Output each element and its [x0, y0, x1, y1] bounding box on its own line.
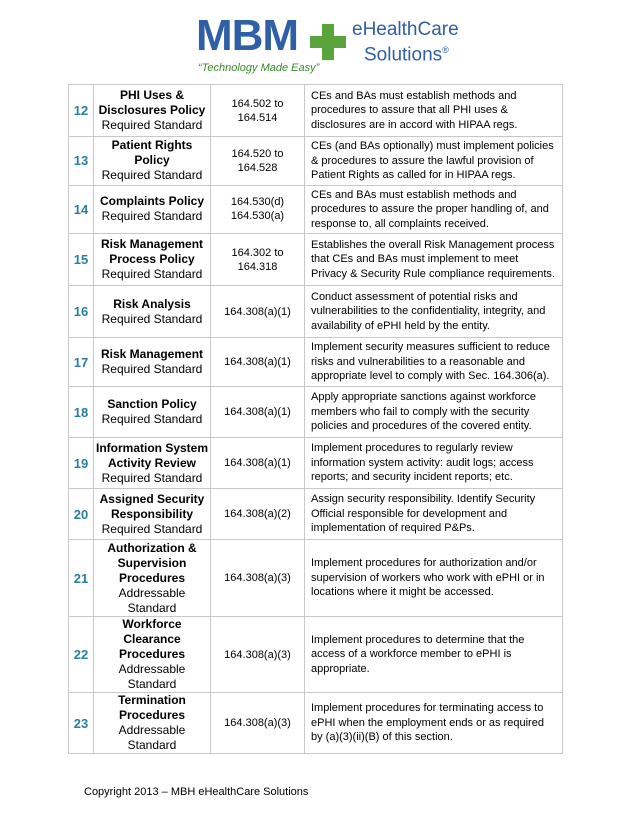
row-number: 18	[69, 387, 94, 438]
policy-standard: Required Standard	[101, 209, 203, 224]
policy-description: CEs and BAs must establish methods and procedures to assure that all PHI uses & disclosures are in accord with HIPAA regs.	[305, 85, 563, 137]
policy-title: Risk Analysis	[113, 296, 191, 311]
copyright-footer: Copyright 2013 – MBH eHealthCare Solutions	[84, 786, 309, 798]
policy-name-cell	[94, 137, 211, 186]
policy-standard: Required Standard	[101, 362, 203, 376]
policy-description: Apply appropriate sanctions against workforce members who fail to comply with the security policies and procedures of the covered entity.	[305, 387, 563, 438]
policy-name-cell	[94, 693, 211, 754]
tagline: “Technology Made Easy”	[198, 62, 320, 74]
row-number: 15	[69, 234, 94, 286]
policy-description: Establishes the overall Risk Management process that CEs and BAs must implement to meet Privacy & Security Rule compliance requirements.	[305, 234, 563, 286]
policy-title: Risk Management	[100, 347, 204, 361]
policy-description: CEs (and BAs optionally) must implement policies & procedures to assure the lawful provision of Patient Rights as called for in HIPAA regs.	[305, 137, 563, 186]
row-number: 16	[69, 286, 94, 338]
row-number: 19	[69, 438, 94, 489]
regulation-citation: 164.530(d) 164.530(a)	[211, 185, 305, 234]
row-number: 21	[69, 540, 94, 617]
policy-description: Implement procedures for terminating access to ePHI when the employment ends or as required by (a)(3)(ii)(B) of this section.	[305, 693, 563, 754]
policy-title: Termination Procedures	[118, 693, 186, 722]
policy-title: Authorization & Supervision Procedures	[107, 540, 197, 585]
policy-standard: Required Standard	[101, 118, 203, 132]
regulation-citation: 164.308(a)(3)	[211, 617, 305, 693]
policy-name-cell	[94, 387, 211, 438]
table-row	[69, 540, 563, 617]
policy-name-cell	[94, 540, 211, 617]
policy-title: Assigned Security Responsibility	[99, 491, 205, 521]
policy-standard: Required Standard	[101, 267, 203, 281]
row-number: 22	[69, 617, 94, 693]
table-row	[69, 617, 563, 693]
medical-cross-icon	[310, 24, 346, 60]
policy-name-cell	[94, 489, 211, 540]
policy-title: PHI Uses & Disclosures Policy	[98, 88, 206, 117]
regulation-citation: 164.308(a)(1)	[211, 338, 305, 387]
table-row	[69, 137, 563, 186]
policy-standard: Required Standard	[101, 168, 203, 183]
policy-standard: Required Standard	[101, 412, 203, 426]
regulation-citation: 164.308(a)(3)	[211, 540, 305, 617]
policy-name-cell	[94, 286, 211, 338]
regulation-citation: 164.520 to 164.528	[211, 137, 305, 186]
policy-name-cell	[94, 617, 211, 693]
row-number: 23	[69, 693, 94, 754]
policy-description: Implement procedures to determine that the access of a workforce member to ePHI is appropriate.	[305, 617, 563, 693]
company-logo	[196, 10, 459, 70]
table-row	[69, 286, 563, 338]
policy-title: Information System Activity Review	[95, 440, 209, 470]
policy-title: Risk Management Process Policy	[100, 237, 204, 266]
policy-description: CEs and BAs must establish methods and procedures to assure the proper handling of, and response to, all complaints received.	[305, 185, 563, 234]
policy-name-cell	[94, 438, 211, 489]
policy-description: Implement procedures to regularly review information system activity: audit logs; access reports; and security incident reports; etc.	[305, 438, 563, 489]
logo-brand: MBM	[196, 11, 299, 60]
row-number: 13	[69, 137, 94, 186]
policy-title: Workforce Clearance Procedures	[118, 617, 186, 661]
regulation-citation: 164.502 to 164.514	[211, 85, 305, 137]
row-number: 14	[69, 185, 94, 234]
policy-name-cell	[94, 85, 211, 137]
policy-title: Complaints Policy	[99, 194, 205, 209]
table-row	[69, 338, 563, 387]
policy-name-cell	[94, 234, 211, 286]
policy-standard: Addressable Standard	[118, 585, 186, 615]
regulation-citation: 164.308(a)(1)	[211, 286, 305, 338]
policy-description: Implement procedures for authorization and/or supervision of workers who work with ePHI or in locations where it might be accessed.	[305, 540, 563, 617]
policy-description: Implement security measures sufficient to reduce risks and vulnerabilities to a reasonable and appropriate level to comply with Sec. 164.306(a).	[305, 338, 563, 387]
table-row	[69, 693, 563, 754]
table-row	[69, 489, 563, 540]
policy-name-cell	[94, 185, 211, 234]
logo-name-line2: Solutions®	[364, 44, 449, 66]
policy-name-cell	[94, 338, 211, 387]
policy-description: Conduct assessment of potential risks and vulnerabilities to the confidentiality, integrity, and availability of ePHI held by the entity.	[305, 286, 563, 338]
table-row	[69, 387, 563, 438]
table-row	[69, 85, 563, 137]
table-row	[69, 185, 563, 234]
regulation-citation: 164.308(a)(1)	[211, 387, 305, 438]
table-row	[69, 438, 563, 489]
policy-standard: Addressable Standard	[118, 723, 186, 752]
regulation-citation: 164.302 to 164.318	[211, 234, 305, 286]
policy-standard: Addressable Standard	[118, 662, 186, 691]
regulation-citation: 164.308(a)(3)	[211, 693, 305, 754]
row-number: 12	[69, 85, 94, 137]
regulation-citation: 164.308(a)(2)	[211, 489, 305, 540]
policy-table	[68, 84, 563, 754]
policy-title: Patient Rights Policy	[111, 138, 193, 168]
table-row	[69, 234, 563, 286]
row-number: 17	[69, 338, 94, 387]
policy-standard: Required Standard	[101, 311, 203, 326]
row-number: 20	[69, 489, 94, 540]
policy-title: Sanction Policy	[107, 397, 197, 411]
policy-description: Assign security responsibility. Identify Security Official responsible for development and implementation of required P&Ps.	[305, 489, 563, 540]
logo-name-line1: eHealthCare	[352, 19, 459, 40]
policy-standard: Required Standard	[101, 521, 203, 536]
regulation-citation: 164.308(a)(1)	[211, 438, 305, 489]
policy-standard: Required Standard	[101, 470, 203, 485]
